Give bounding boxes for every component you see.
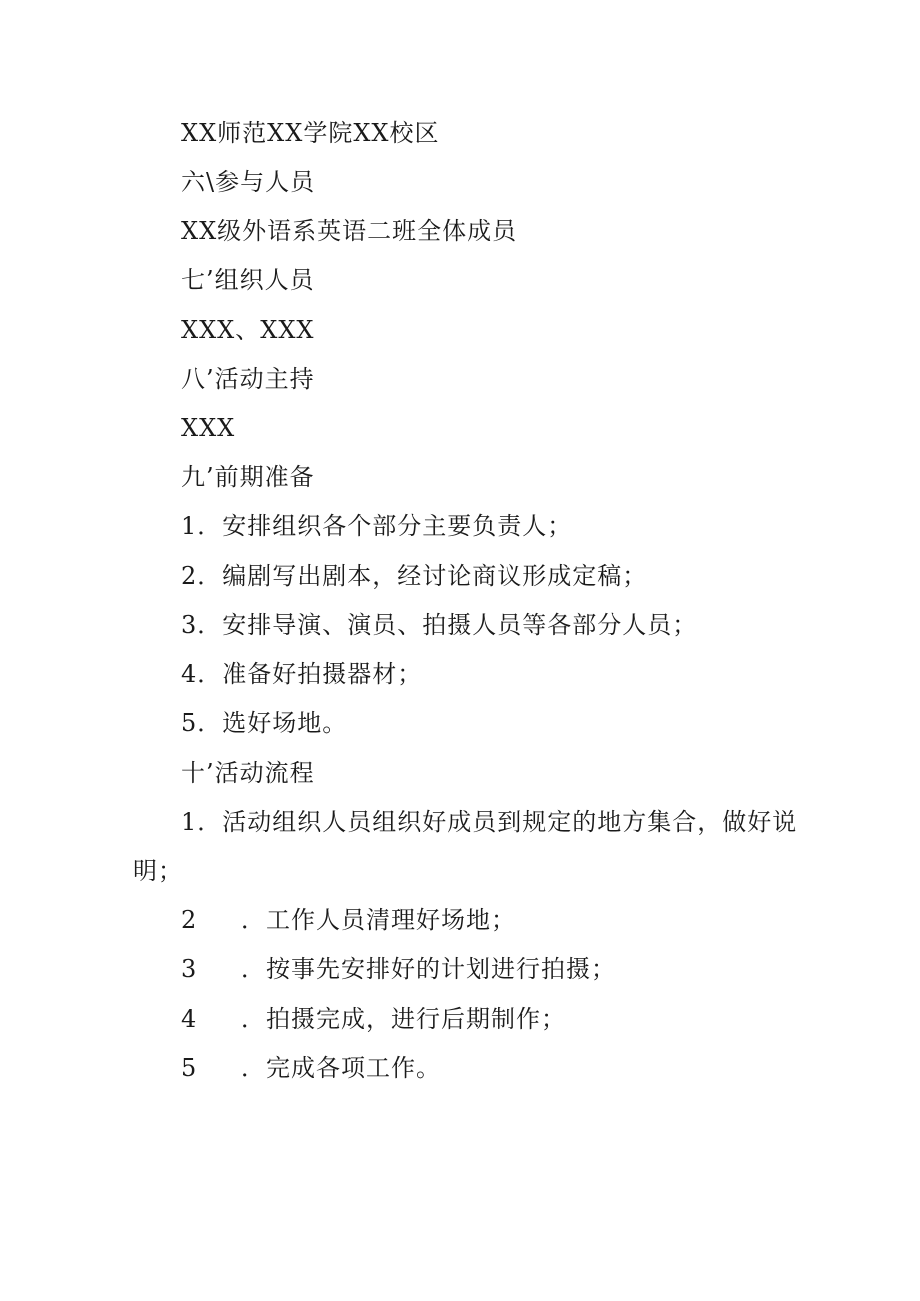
section-heading-organizers: 七’组织人员 [181,266,315,294]
process-item-2 [181,905,516,935]
step-number: 2 [181,906,198,934]
process-item-3 [181,954,616,984]
organizers-text: XXX、XXX [181,316,315,344]
step-text: ．工作人员清理好场地； [241,906,516,934]
process-item-1: 1．活动组织人员组织好成员到规定的地方集合，做好说 [181,808,798,836]
step-number: 4 [181,1005,198,1033]
step-text: ．完成各项工作。 [241,1054,441,1082]
step-text: ．拍摄完成，进行后期制作； [241,1005,566,1033]
prep-item-3: 3．安排导演、演员、拍摄人员等各部分人员； [181,611,698,639]
participants-text: XX级外语系英语二班全体成员 [181,217,518,245]
section-heading-preparation: 九’前期准备 [181,463,315,491]
section-heading-host: 八’活动主持 [181,365,315,393]
prep-item-2: 2．编剧写出剧本，经讨论商议形成定稿； [181,562,648,590]
campus-location: XX师范XX学院XX校区 [181,119,440,147]
process-item-4 [181,1004,566,1034]
step-text: ．按事先安排好的计划进行拍摄； [241,955,616,983]
prep-item-1: 1．安排组织各个部分主要负责人； [181,512,573,540]
process-item-5 [181,1053,441,1083]
prep-item-5: 5．选好场地。 [181,709,348,737]
host-text: XXX [181,414,236,442]
step-number: 5 [181,1054,198,1082]
step-number: 3 [181,955,198,983]
process-item-1-continuation: 明； [133,857,183,885]
section-heading-participants: 六\参与人员 [181,168,316,196]
prep-item-4: 4．准备好拍摄器材； [181,660,423,688]
section-heading-process: 十’活动流程 [181,759,315,787]
